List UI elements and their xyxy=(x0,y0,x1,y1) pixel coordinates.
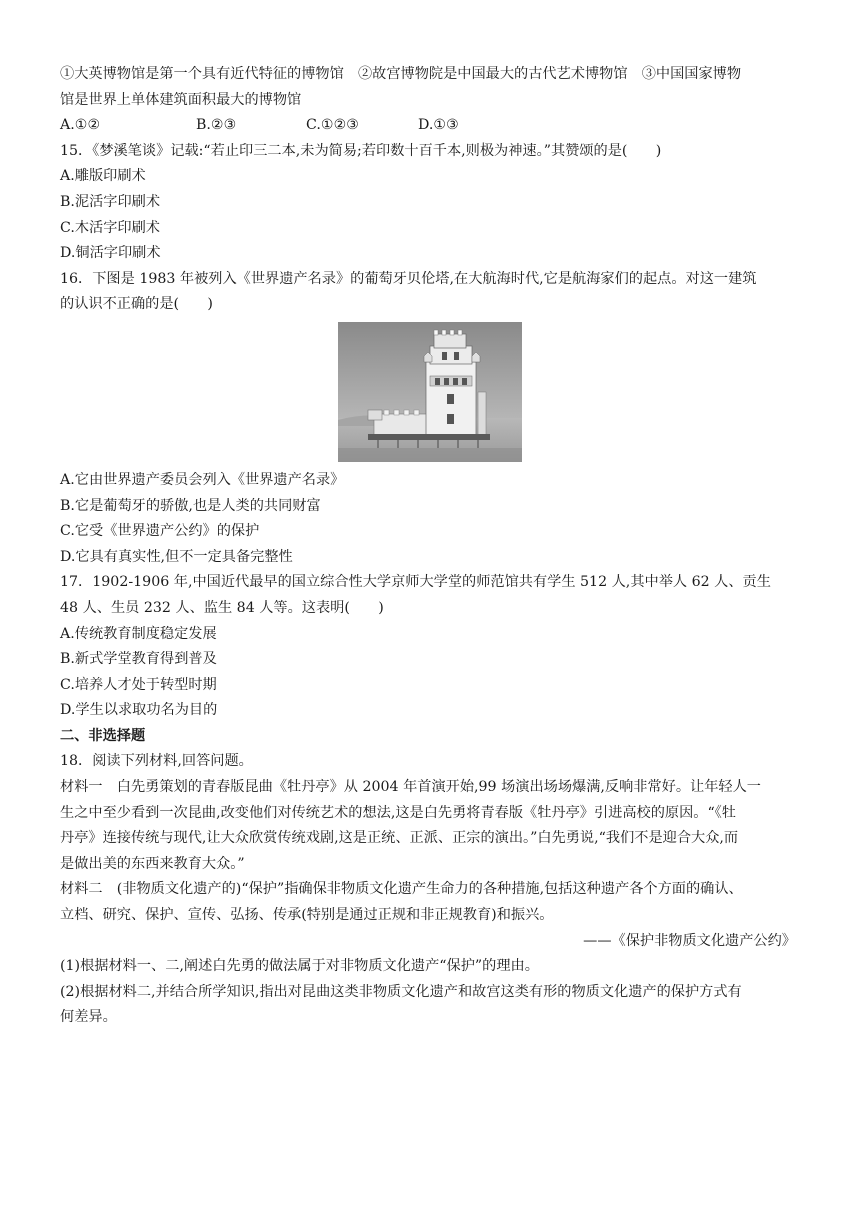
q18-material1-line: 材料一 白先勇策划的青春版昆曲《牡丹亭》从 2004 年首演开始,99 场演出场场爆满,反响非常好。让年轻人一 xyxy=(60,779,761,796)
q17-stem-line: 17．1902-1906 年,中国近代最早的国立综合性大学京师大学堂的师范馆共有学生 512 人,其中举人 62 人、贡生 xyxy=(60,574,771,591)
q18-source: ——《保护非物质文化遗产公约》 xyxy=(583,932,796,949)
q16-stem-line: 16．下图是 1983 年被列入《世界遗产名录》的葡萄牙贝伦塔,在大航海时代,它是航海家们的起点。对这一建筑 xyxy=(60,270,757,287)
q18-sub-question-2: (2)根据材料二,并结合所学知识,指出对昆曲这类非物质文化遗产和故宫这类有形的物质文化遗产的保护方式有 xyxy=(60,983,742,1000)
q14-options xyxy=(60,113,800,139)
belem-tower-photo xyxy=(338,322,522,462)
q17-stem-line: 48 人、生员 232 人、监生 84 人等。这表明( ) xyxy=(60,599,384,616)
option-b: B.②③ xyxy=(196,117,237,134)
q14-statement-line: ①大英博物馆是第一个具有近代特征的博物馆 ②故宫博物院是中国最大的古代艺术博物馆 ③中国国家博物 xyxy=(60,66,742,82)
q16-option-d: D.它具有真实性,但不一定具备完整性 xyxy=(60,548,293,565)
option-c: C.①②③ xyxy=(306,117,360,134)
option-d: D.①③ xyxy=(418,117,459,134)
q16-option-a: A.它由世界遗产委员会列入《世界遗产名录》 xyxy=(60,471,345,488)
q16-option-c: C.它受《世界遗产公约》的保护 xyxy=(60,523,260,540)
q15-option-d: D.铜活字印刷术 xyxy=(60,245,161,262)
q15-option-c: C.木活字印刷术 xyxy=(60,219,160,236)
q15-stem: 15．《梦溪笔谈》记载:“若止印三二本,未为简易;若印数十百千本,则极为神速。”其赞颂的是( ) xyxy=(60,142,662,159)
q17-option-d: D.学生以求取功名为目的 xyxy=(60,702,218,719)
q17-option-b: B.新式学堂教育得到普及 xyxy=(60,651,217,668)
q18-material1-line: 生之中至少看到一次昆曲,改变他们对传统艺术的想法,这是白先勇将青春版《牡丹亭》引进高校的原因。“《牡 xyxy=(60,804,736,821)
q15-option-a: A.雕版印刷术 xyxy=(60,168,146,185)
q15-option-b: B.泥活字印刷术 xyxy=(60,193,161,210)
exam-page xyxy=(60,62,800,1031)
q18-sub-question-1: (1)根据材料一、二,阐述白先勇的做法属于对非物质文化遗产“保护”的理由。 xyxy=(60,958,539,975)
q16-stem-line: 的认识不正确的是( ) xyxy=(60,296,213,313)
q14-statement-line: 馆是世界上单体建筑面积最大的博物馆 xyxy=(60,91,302,108)
q18-material2-line: 立档、研究、保护、宣传、弘扬、传承(特别是通过正规和非正规教育)和振兴。 xyxy=(60,907,554,924)
q18-material1-line: 丹亭》连接传统与现代,让大众欣赏传统戏剧,这是正统、正派、正宗的演出。”白先勇说,“我们不是迎合大众,而 xyxy=(60,830,739,847)
q18-sub-question-2: 何差异。 xyxy=(60,1009,117,1026)
option-a: A.①② xyxy=(60,117,101,134)
section-heading: 二、非选择题 xyxy=(60,727,146,744)
q17-option-a: A.传统教育制度稳定发展 xyxy=(60,625,217,642)
q18-material1-line: 是做出美的东西来教育大众。” xyxy=(60,855,245,872)
q18-stem: 18．阅读下列材料,回答问题。 xyxy=(60,753,253,770)
q17-option-c: C.培养人才处于转型时期 xyxy=(60,676,217,693)
q16-option-b: B.它是葡萄牙的骄傲,也是人类的共同财富 xyxy=(60,497,321,514)
q18-material2-line: 材料二 (非物质文化遗产的)“保护”指确保非物质文化遗产生命力的各种措施,包括这种遗产各个方面的确认、 xyxy=(60,881,743,898)
